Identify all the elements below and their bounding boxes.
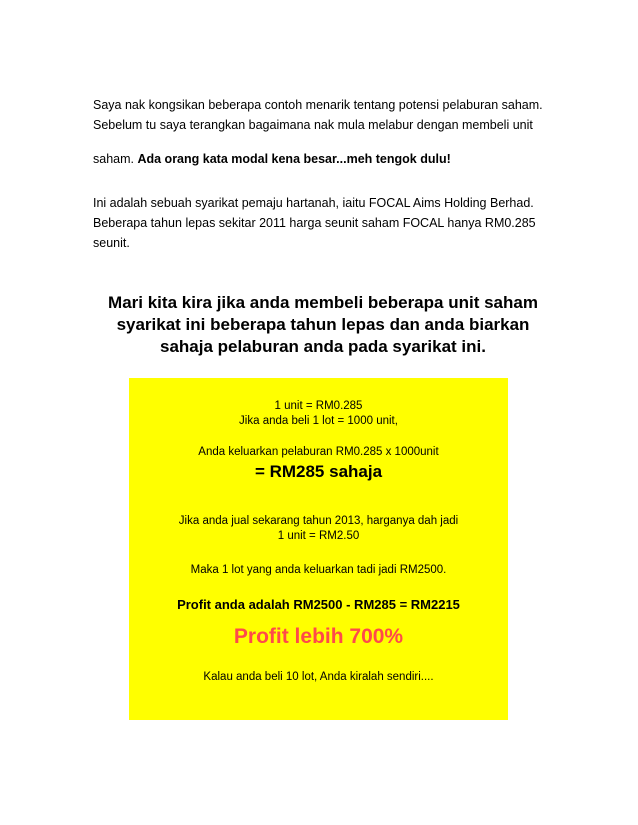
section-heading [93,292,553,358]
company-paragraph [93,193,563,253]
profit-calculation: Profit anda adalah RM2500 - RM285 = RM2215 [177,597,460,612]
investment-total: = RM285 sahaja [254,462,383,481]
intro-paragraph-cont [93,149,563,169]
company-line-1: Ini adalah sebuah syarikat pemaju hartanah, iaitu FOCAL Aims Holding Berhad. [93,196,534,210]
unit-price: 1 unit = RM0.285 [274,400,363,412]
company-line-2: Beberapa tahun lepas sekitar 2011 harga seunit saham FOCAL hanya RM0.285 [93,216,536,230]
heading-line-2: syarikat ini beberapa tahun lepas dan anda biarkan [116,315,530,334]
profit-percentage: Profit lebih 700% [233,625,404,648]
intro-paragraph [93,95,563,135]
closing-line: Kalau anda beli 10 lot, Anda kiralah sendiri.... [203,671,434,683]
investment-line: Anda keluarkan pelaburan RM0.285 x 1000unit [198,446,439,458]
calculation-box [129,378,508,720]
intro-bold-claim: Ada orang kata modal kena besar...meh tengok dulu! [137,152,451,166]
intro-line-3: saham. [93,152,138,166]
sell-line: Jika anda jual sekarang tahun 2013, harganya dah jadi [178,515,459,527]
intro-line-2: Sebelum tu saya terangkan bagaimana nak mula melabur dengan membeli unit [93,118,533,132]
heading-line-3: sahaja pelaburan anda pada syarikat ini. [160,337,486,356]
new-price: 1 unit = RM2.50 [277,530,360,542]
heading-line-1: Mari kita kira jika anda membeli beberapa unit saham [108,293,538,312]
lot-value: Maka 1 lot yang anda keluarkan tadi jadi RM2500. [190,564,447,576]
lot-definition: Jika anda beli 1 lot = 1000 unit, [239,415,398,427]
company-line-3: seunit. [93,236,130,250]
intro-line-1: Saya nak kongsikan beberapa contoh menarik tentang potensi pelaburan saham. [93,98,543,112]
